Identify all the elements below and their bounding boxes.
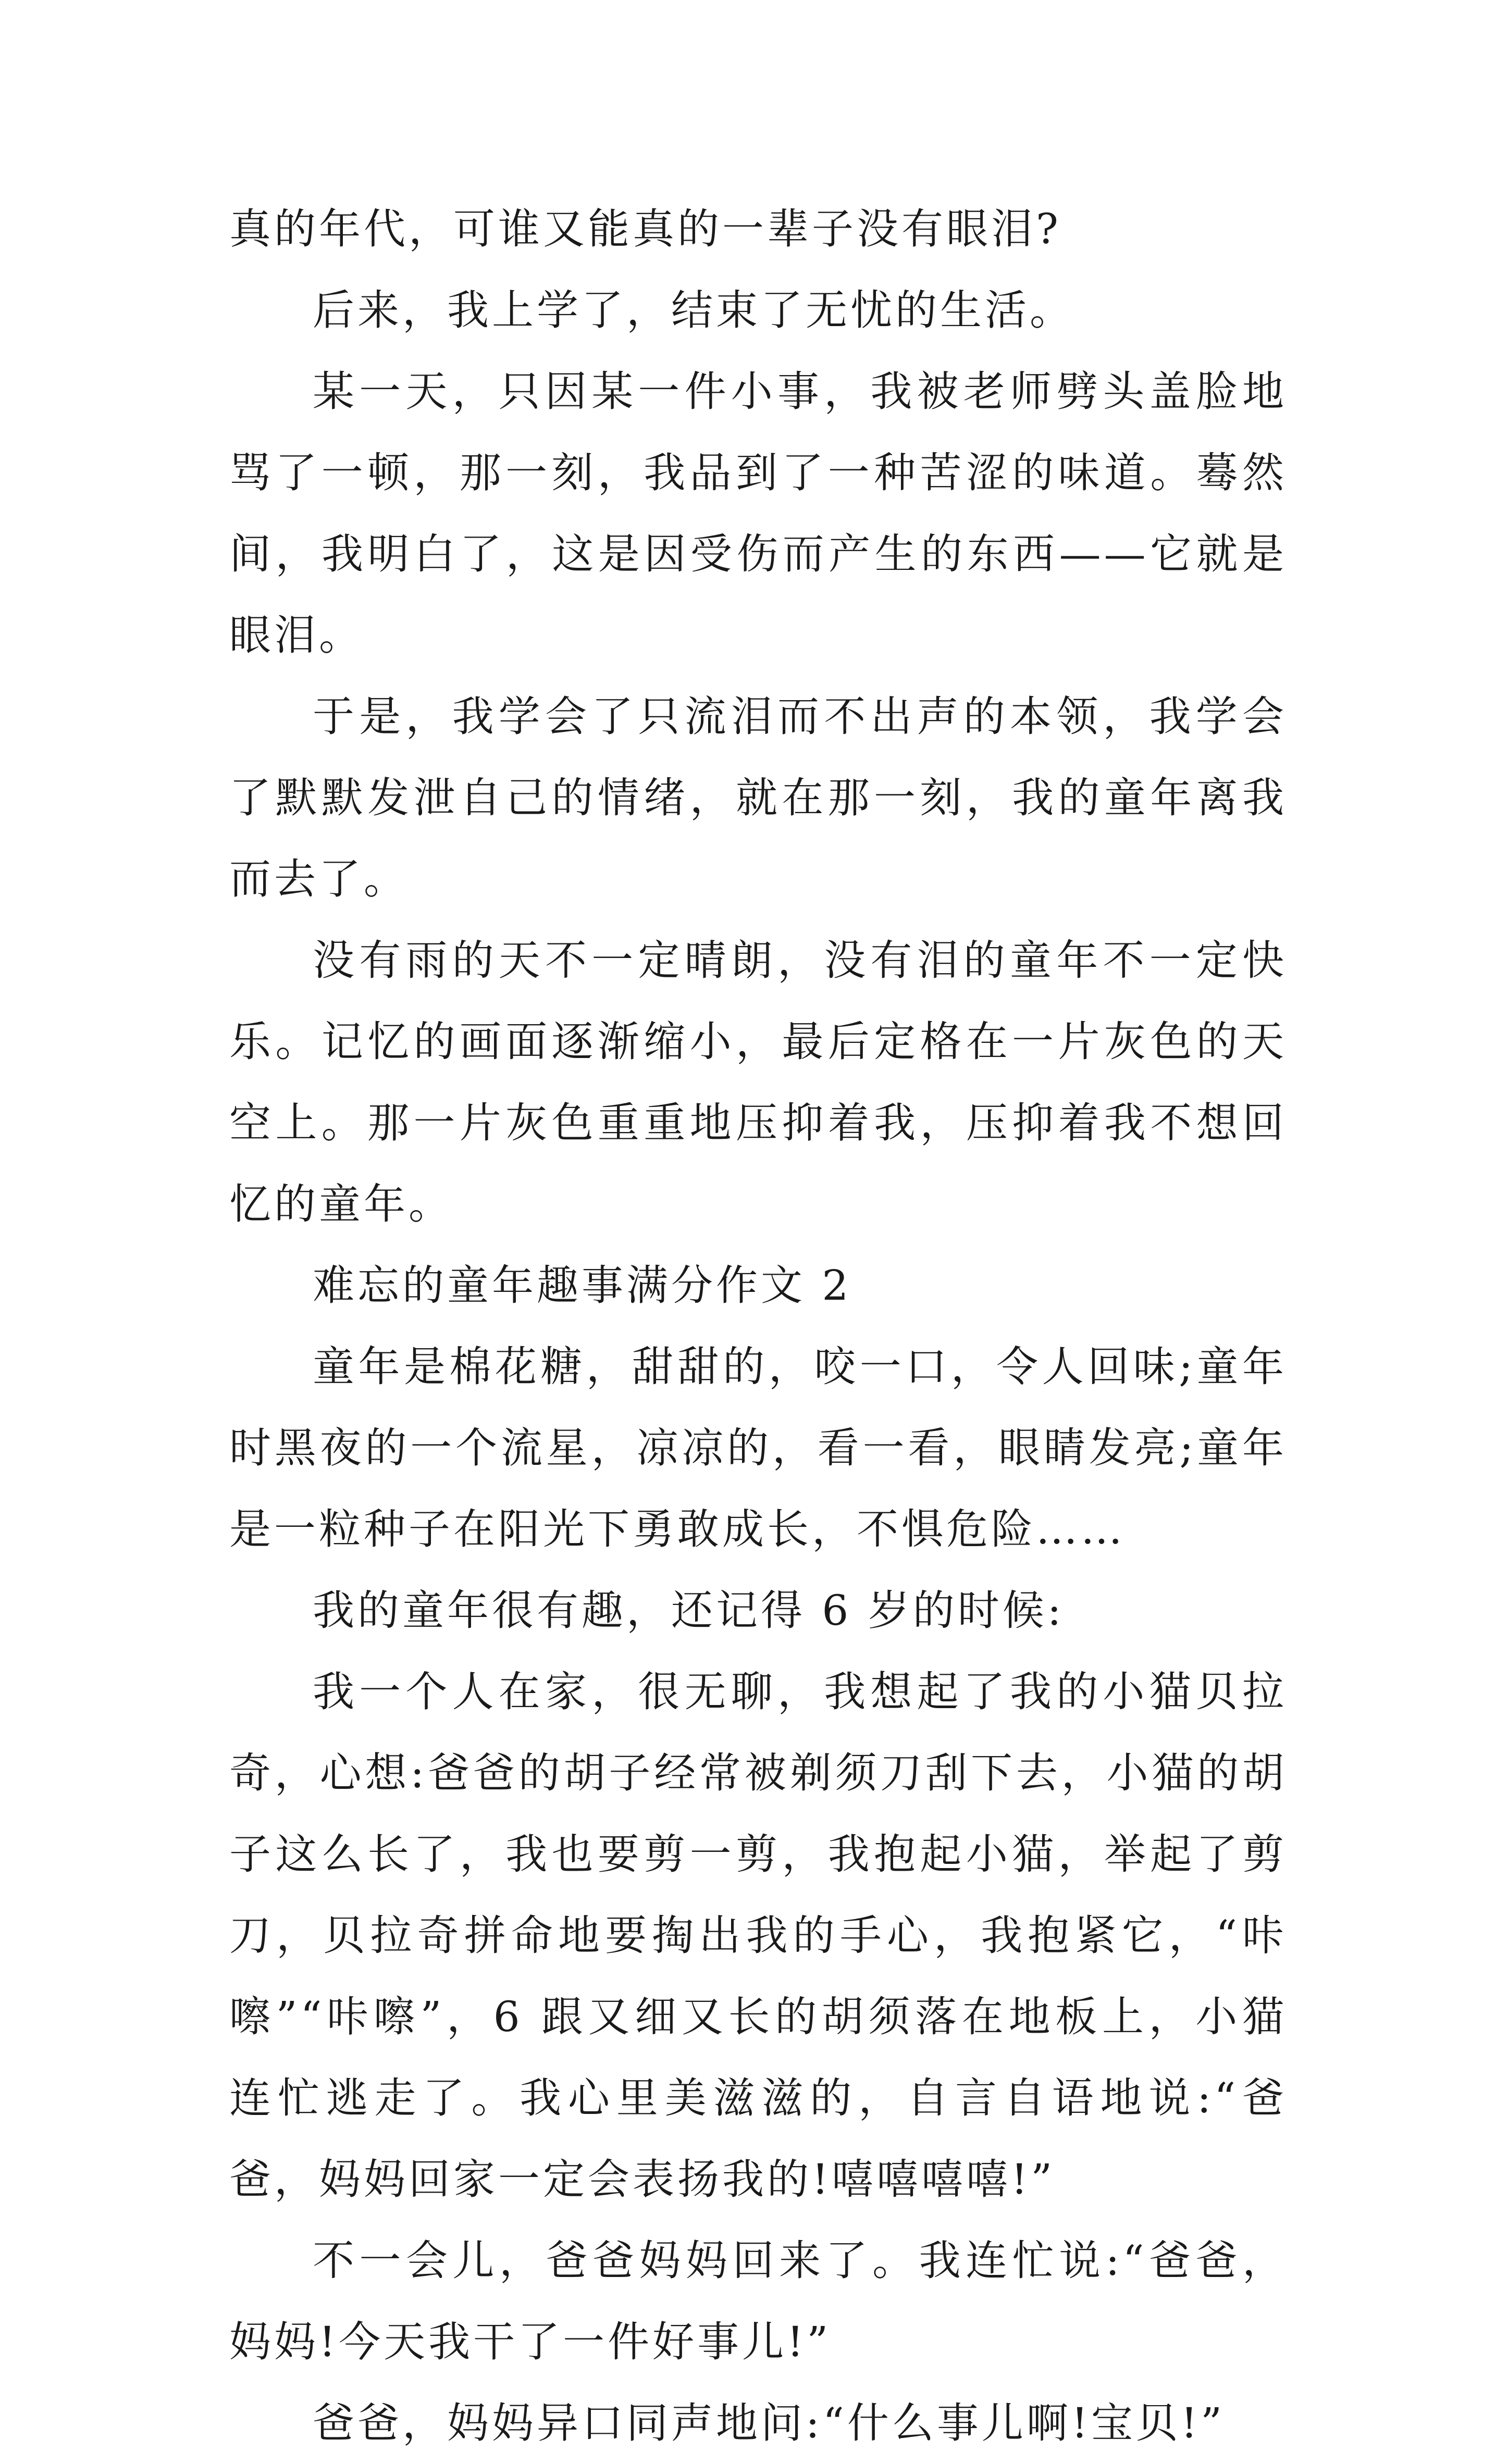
paragraph-3: 某一天，只因某一件小事，我被老师劈头盖脸地骂了一顿，那一刻，我品到了一种苦涩的味道。蓦然间，我明白了，这是因受伤而产生的东西——它就是眼泪。	[229, 367, 1287, 659]
paragraph-1: 真的年代，可谁又能真的一辈子没有眼泪?	[229, 205, 1061, 253]
paragraph-5: 没有雨的天不一定晴朗，没有泪的童年不一定快乐。记忆的画面逐渐缩小，最后定格在一片灰色的天空上。那一片灰色重重地压抑着我，压抑着我不想回忆的童年。	[229, 936, 1287, 1228]
section-heading: 难忘的童年趣事满分作文 2	[313, 1261, 852, 1310]
paragraph-2: 后来，我上学了，结束了无忧的生活。	[313, 286, 1074, 334]
paragraph-8: 我的童年很有趣，还记得 6 岁的时候:	[313, 1586, 1065, 1635]
paragraph-4: 于是，我学会了只流泪而不出声的本领，我学会了默默发泄自己的情绪，就在那一刻，我的童年离我而去了。	[229, 692, 1287, 903]
paragraph-7: 童年是棉花糖，甜甜的，咬一口，令人回味;童年时黑夜的一个流星，凉凉的，看一看，眼睛发亮;童年是一粒种子在阳光下勇敢成长，不惧危险……	[229, 1342, 1287, 1553]
paragraph-10: 不一会儿，爸爸妈妈回来了。我连忙说:“爸爸，妈妈!今天我干了一件好事儿!”	[229, 2236, 1287, 2366]
paragraph-11: 爸爸，妈妈异口同声地问:“什么事儿啊!宝贝!”	[313, 2399, 1226, 2447]
paragraph-9: 我一个人在家，很无聊，我想起了我的小猫贝拉奇，心想:爸爸的胡子经常被剃须刀刮下去，小猫的胡子这么长了，我也要剪一剪，我抱起小猫，举起了剪刀，贝拉奇拼命地要掏出我的手心，我抱紧它，“咔嚓”“咔嚓”，6 跟又细又长的胡须落在地板上，小猫连忙逃走了。我心里美滋滋的，自言自语地说:“爸爸，妈妈回家一定会表扬我的!嘻嘻嘻嘻!”	[229, 1667, 1287, 2204]
document-body	[229, 189, 1287, 2464]
